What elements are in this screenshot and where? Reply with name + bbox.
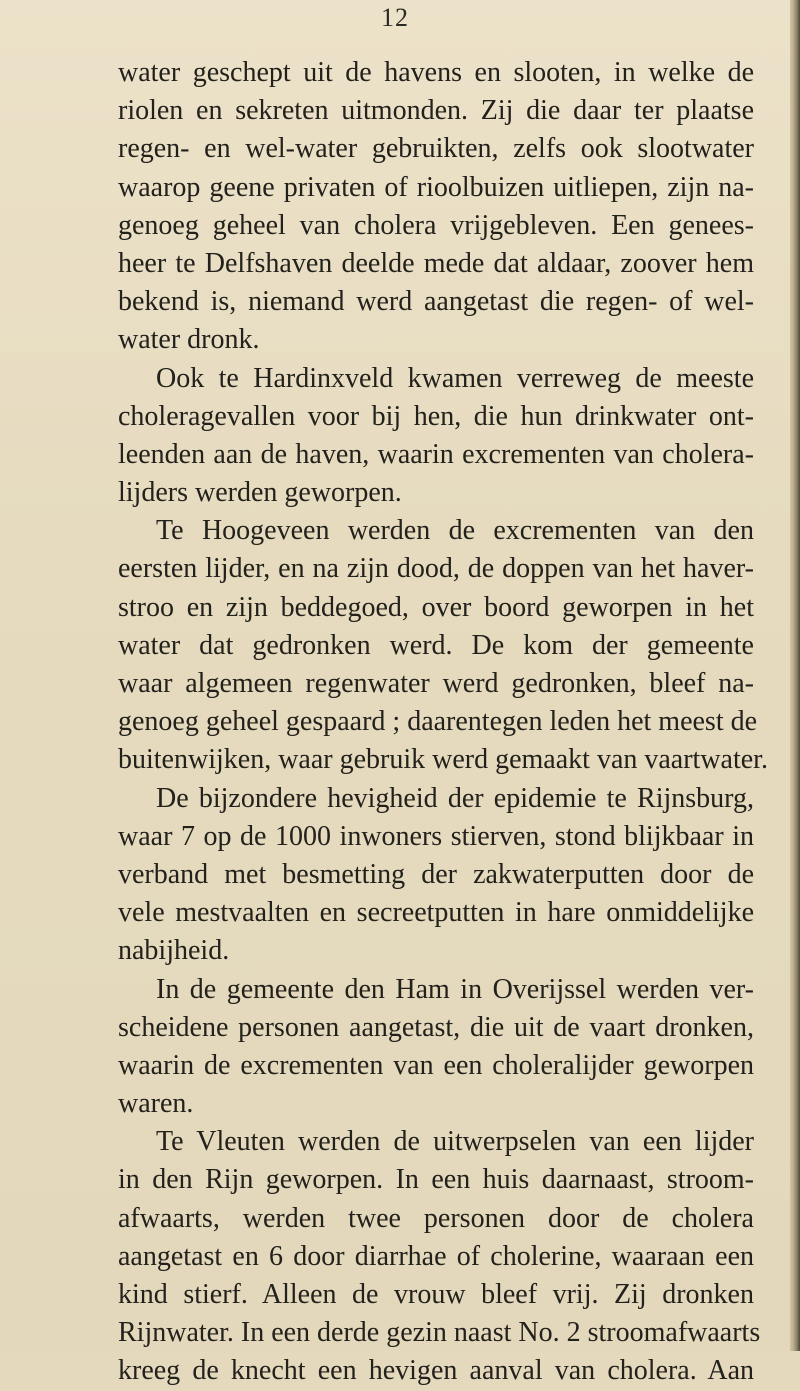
page-number: 12 [381,3,409,32]
text-line: water dronk. [118,324,260,356]
text-line: kreeg de knecht een hevigen aanval van cholera. Aan [118,1355,754,1387]
text-line: scheidene personen aangetast, die uit de vaart dronken, [118,1011,754,1043]
text-line: Rijnwater. In een derde gezin naast No. 2 stroomafwaarts [118,1317,761,1349]
text-line: Te Vleuten werden de uitwerpselen van een lijder [156,1126,754,1158]
page-edge [790,0,800,1351]
text-line: afwaarts, werden twee personen door de cholera [118,1202,754,1234]
text-line: genoeg geheel gespaard ; daarentegen leden het meest de [118,706,758,738]
text-line: buitenwijken, waar gebruik werd gemaakt van vaartwater. [118,744,768,776]
text-line: In de gemeente den Ham in Overijssel werden ver- [156,973,754,1005]
text-line: aangetast en 6 door diarrhae of cholerine, waaraan een [118,1240,754,1272]
text-line: waar 7 op de 1000 inwoners stierven, stond blijkbaar in [118,820,754,852]
text-line: in den Rijn geworpen. In een huis daarnaast, stroom- [118,1164,754,1196]
text-line: water geschept uit de havens en slooten, in welke de [118,57,754,88]
text-line: Te Hoogeveen werden de excrementen van den [156,515,754,547]
text-line: waarop geene privaten of rioolbuizen uitliepen, zijn na- [118,171,754,203]
text-line: vele mestvaalten en secreetputten in hare onmiddelijke [118,897,754,929]
text-line: bekend is, niemand werd aangetast die regen- of wel- [118,286,754,318]
text-line: genoeg geheel van cholera vrijgebleven. Een genees- [118,209,754,241]
text-line: water dat gedronken werd. De kom der gemeente [118,629,754,661]
text-line: Ook te Hardinxveld kwamen verreweg de meeste [156,362,754,394]
text-line: leenden aan de haven, waarin excrementen van cholera- [118,438,754,470]
text-line: regen- en wel-water gebruikten, zelfs ook slootwater [118,133,754,165]
text-line: kind stierf. Alleen de vrouw bleef vrij. Zij dronken [118,1279,754,1310]
text-line: lijders werden geworpen. [118,477,402,509]
text-line: waar algemeen regenwater werd gedronken, bleef na- [118,668,754,699]
text-line: waarin de excrementen van een choleralijder geworpen [118,1049,754,1081]
body-text [118,54,768,1391]
text-line: De bijzondere hevigheid der epidemie te Rijnsburg, [156,782,754,814]
text-line: heer te Delfshaven deelde mede dat aldaar, zoover hem [118,247,754,279]
text-line: stroo en zijn beddegoed, over boord geworpen in het [118,591,754,623]
text-line: nabijheid. [118,935,230,967]
text-line: choleragevallen voor bij hen, die hun drinkwater ont- [118,400,754,432]
text-line: riolen en sekreten uitmonden. Zij die daar ter plaatse [118,95,754,127]
text-line: waren. [118,1088,194,1120]
text-line: verband met besmetting der zakwaterputten door de [118,858,754,890]
text-line: eersten lijder, en na zijn dood, de doppen van het haver- [118,553,754,585]
